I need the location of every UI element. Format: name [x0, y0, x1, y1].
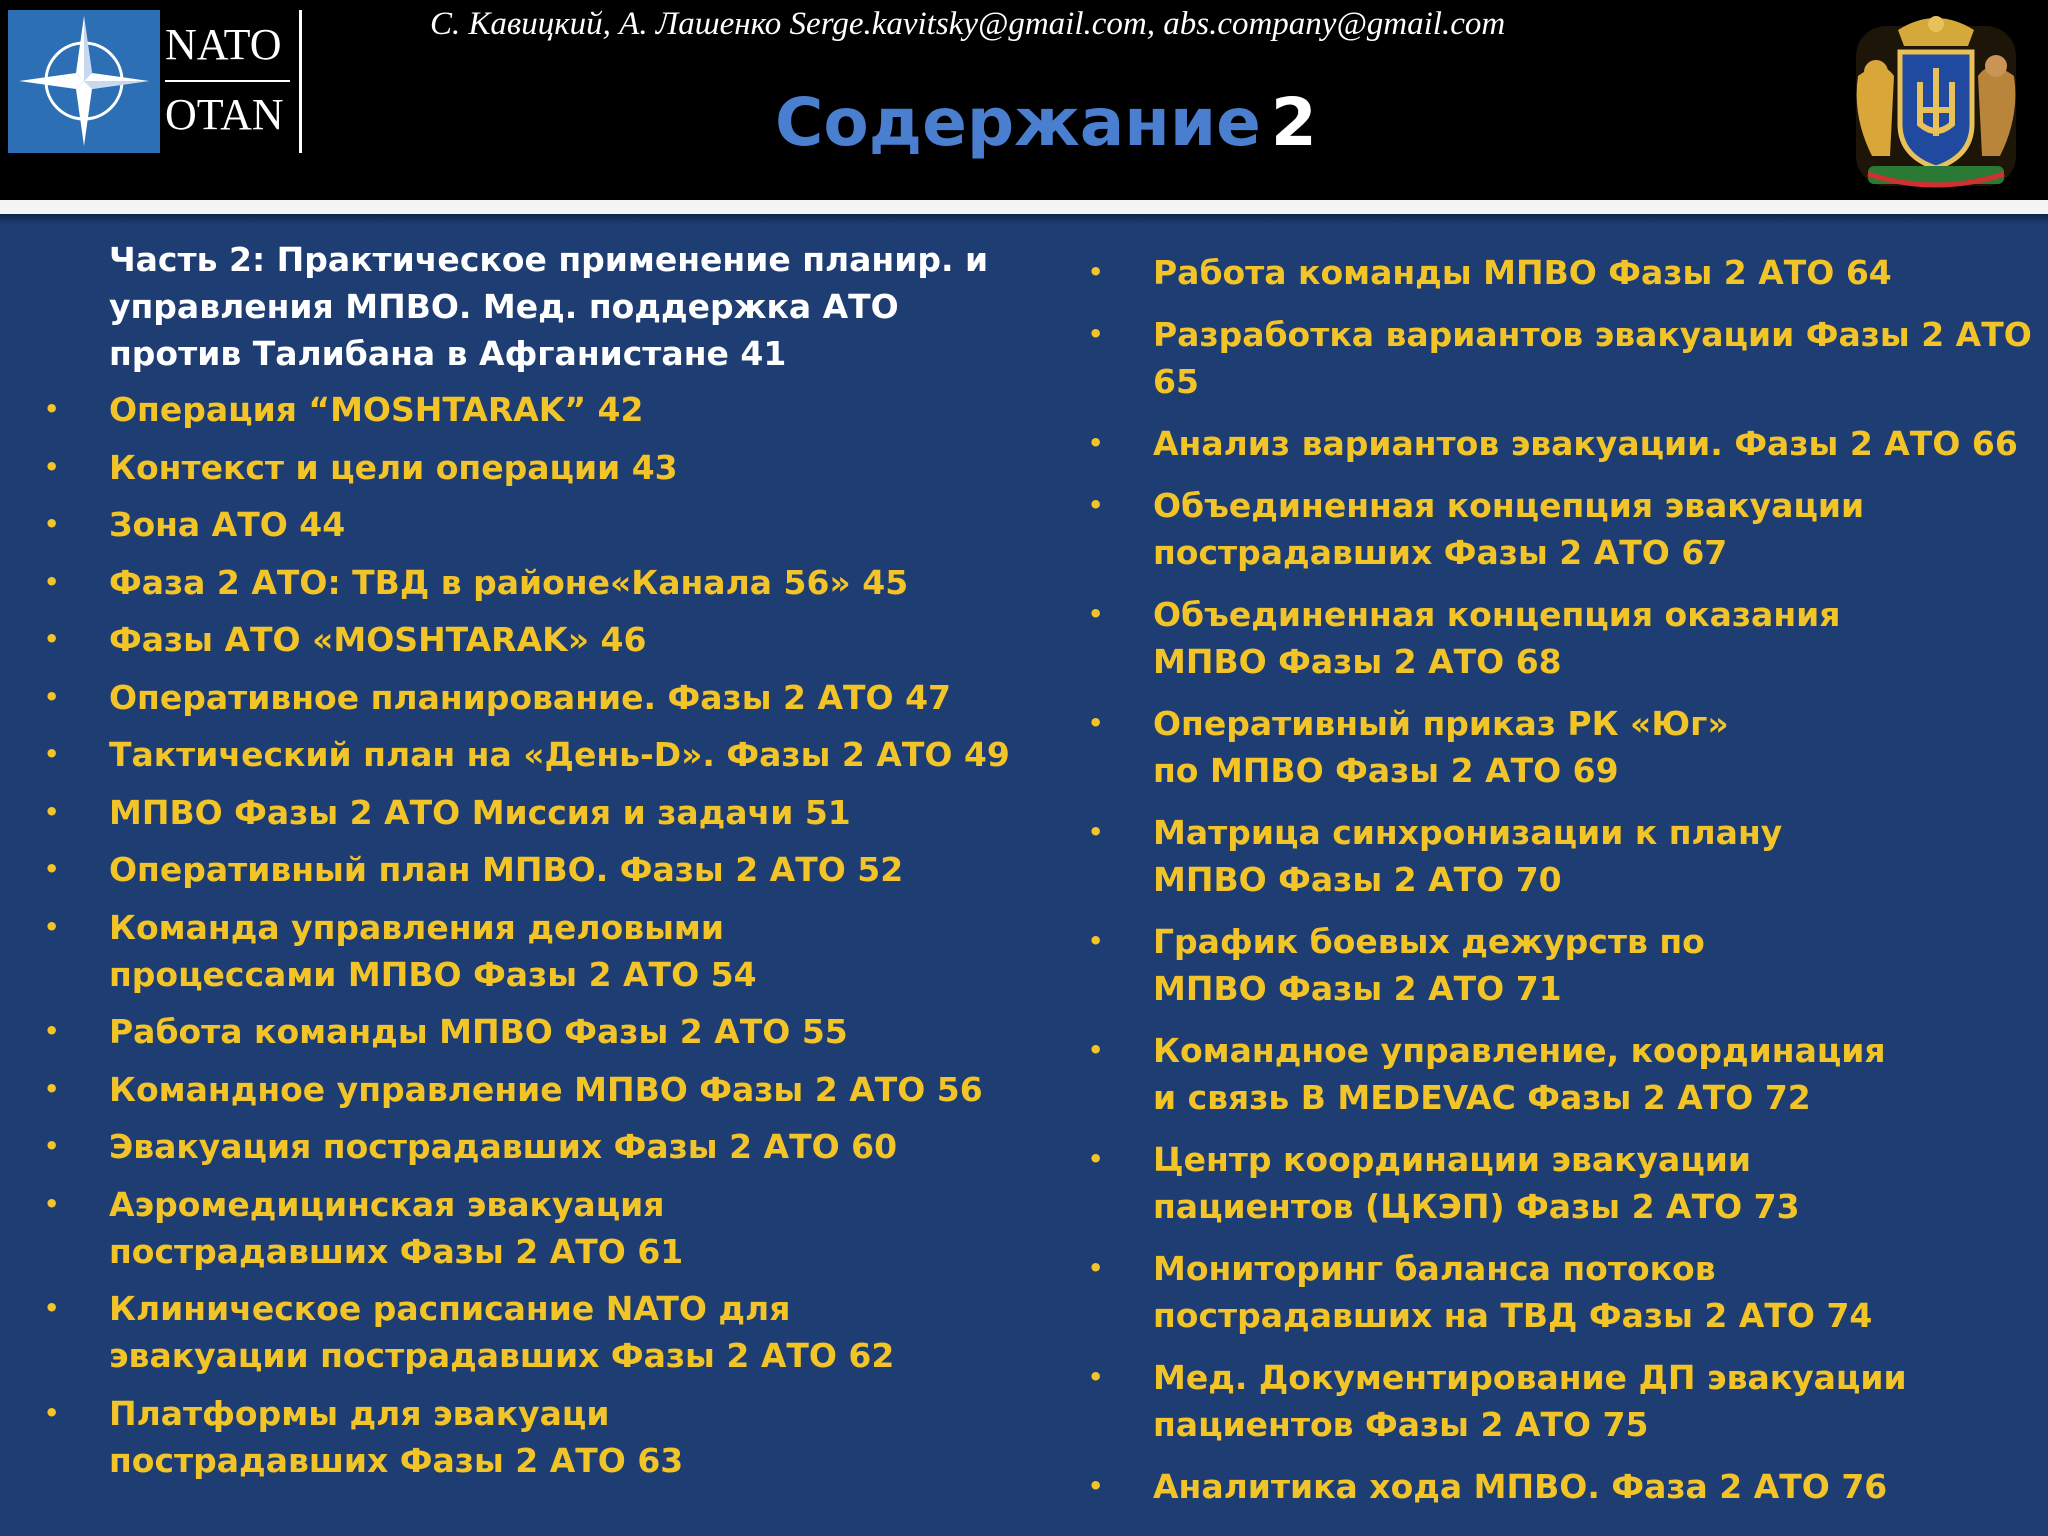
nato-logo: [8, 10, 160, 153]
list-item-label: Разработка вариантов эвакуации Фазы 2 АТО 65: [1153, 315, 2032, 401]
list-item: [44, 1181, 1034, 1275]
bullet-icon: •: [44, 625, 60, 653]
list-item-label: Аналитика хода МПВО. Фаза 2 АТО 76: [1153, 1467, 1888, 1506]
bullet-icon: •: [44, 912, 60, 941]
list-item-label: МПВО Фазы 2 АТО Миссия и задачи 51: [109, 792, 851, 832]
list-item: [44, 444, 1034, 491]
list-item-label: Зона АТО 44: [109, 505, 346, 544]
bullet-icon: •: [1088, 927, 1104, 955]
list-item: [1088, 482, 2038, 576]
bullet-icon: •: [1088, 818, 1104, 846]
bullet-icon: •: [1088, 1145, 1104, 1173]
list-item-label: Объединенная концепция эвакуации пострадавших Фазы 2 АТО 67: [1153, 486, 1865, 572]
bullet-icon: •: [44, 682, 60, 711]
list-item: [1088, 1463, 2038, 1510]
list-item: [44, 1390, 1034, 1484]
list-item-label: Контекст и цели операции 43: [109, 447, 678, 487]
list-item: [44, 1285, 1034, 1379]
list-item: [44, 731, 1034, 778]
bullet-icon: •: [44, 1189, 60, 1218]
list-item-label: Фаза 2 АТО: ТВД в районе«Канала 56» 45: [109, 562, 909, 602]
list-item-label: Анализ вариантов эвакуации. Фазы 2 АТО 66: [1153, 424, 2018, 463]
list-item: [1088, 1245, 2038, 1339]
list-item: [44, 501, 1034, 548]
list-item: [1088, 809, 2038, 903]
otan-label: OTAN: [165, 90, 284, 139]
title-number: 2: [1270, 84, 1317, 161]
list-item-label: Мед. Документирование ДП эвакуации пациентов Фазы 2 АТО 75: [1153, 1358, 1907, 1444]
list-item: [44, 1066, 1034, 1113]
bullet-icon: •: [1088, 1254, 1104, 1282]
list-item-label: График боевых дежурств по МПВО Фазы 2 АТО 71: [1153, 922, 1705, 1008]
bullet-icon: •: [1088, 1472, 1104, 1500]
list-item: [44, 1123, 1034, 1170]
right-item-list: [1088, 249, 2038, 1510]
list-item: [44, 559, 1034, 606]
bullet-icon: •: [1088, 600, 1104, 628]
list-item: [1088, 249, 2038, 296]
list-item-label: Платформы для эвакуаци пострадавших Фазы 2 АТО 63: [109, 1393, 684, 1480]
contents-right-column: [1088, 236, 2038, 1525]
list-item-label: Мониторинг баланса потоков пострадавших на ТВД Фазы 2 АТО 74: [1153, 1249, 1873, 1335]
list-item-label: Центр координации эвакуации пациентов (ЦКЭП) Фазы 2 АТО 73: [1153, 1140, 1800, 1226]
list-item: [1088, 1027, 2038, 1121]
list-item: [1088, 311, 2038, 405]
bullet-icon: •: [44, 452, 60, 481]
list-item-label: Оперативный план МПВО. Фазы 2 АТО 52: [109, 850, 904, 889]
bullet-icon: •: [44, 395, 60, 423]
authors-line: С. Кавицкий, А. Лашенко Serge.kavitsky@gmail.com, abs.company@gmail.com: [430, 6, 1506, 42]
bullet-icon: •: [44, 567, 60, 596]
header-shadow: [0, 214, 2048, 224]
nato-wordmark: [165, 10, 305, 153]
list-item-label: Командное управление, координация и связь В MEDEVAC Фазы 2 АТО 72: [1153, 1031, 1886, 1117]
list-item-label: Командное управление МПВО Фазы 2 АТО 56: [109, 1069, 983, 1109]
list-item-label: Оперативный приказ РК «Юг» по МПВО Фазы 2 АТО 69: [1153, 704, 1729, 790]
list-item: [44, 789, 1034, 836]
bullet-icon: •: [44, 1398, 60, 1427]
list-item: [44, 904, 1034, 998]
header-divider: [0, 200, 2048, 214]
left-item-list: [44, 386, 1034, 1484]
list-item-label: Объединенная концепция оказания МПВО Фазы 2 АТО 68: [1153, 595, 1841, 681]
bullet-icon: •: [1088, 258, 1104, 286]
bullet-icon: •: [44, 855, 60, 883]
list-item-label: Работа команды МПВО Фазы 2 АТО 64: [1153, 253, 1892, 292]
title-word: Содержание: [775, 84, 1261, 161]
bullet-icon: •: [44, 510, 60, 538]
bullet-icon: •: [1088, 491, 1104, 519]
list-item: [44, 386, 1034, 433]
list-item-label: Клиническое расписание NATO для эвакуации пострадавших Фазы 2 АТО 62: [109, 1289, 895, 1375]
list-item: [1088, 1354, 2038, 1448]
list-item-label: Работа команды МПВО Фазы 2 АТО 55: [109, 1012, 848, 1051]
bullet-icon: •: [44, 1017, 60, 1045]
list-item: [44, 1008, 1034, 1055]
bullet-icon: •: [1088, 709, 1104, 737]
contents-left-column: [44, 236, 1034, 1494]
ukraine-coat-of-arms-icon: [1838, 6, 2034, 198]
list-item-label: Эвакуация пострадавших Фазы 2 АТО 60: [109, 1127, 898, 1166]
wordmark-bar: [299, 10, 302, 153]
list-item: [1088, 700, 2038, 794]
bullet-icon: •: [1088, 320, 1104, 348]
bullet-icon: •: [1088, 1036, 1104, 1064]
list-item-label: Матрица синхронизации к плану МПВО Фазы 2 АТО 70: [1153, 813, 1783, 899]
list-item-label: Тактический план на «День-D». Фазы 2 АТО 49: [109, 735, 1010, 774]
header-bar: [0, 0, 2048, 200]
list-item: [44, 846, 1034, 893]
bullet-icon: •: [44, 1074, 60, 1103]
bullet-icon: •: [1088, 429, 1104, 457]
list-item-label: Операция “MOSHTARAK” 42: [109, 390, 644, 429]
list-item-label: Аэромедицинская эвакуация пострадавших Фазы 2 АТО 61: [109, 1184, 684, 1271]
bullet-icon: •: [44, 1132, 60, 1160]
bullet-icon: •: [44, 797, 60, 826]
list-item: [44, 616, 1034, 663]
part-heading: Часть 2: Практическое применение планир. и управления МПВО. Мед. поддержка АТО против Талибана в Афганистане 41: [109, 240, 989, 373]
list-item: [1088, 420, 2038, 467]
list-item: [1088, 1136, 2038, 1230]
bullet-icon: •: [44, 740, 60, 768]
nato-label: NATO: [165, 20, 282, 69]
list-item-label: Команда управления деловыми процессами МПВО Фазы 2 АТО 54: [109, 907, 757, 994]
wordmark-divider: [165, 80, 290, 82]
list-item: [1088, 591, 2038, 685]
list-item-label: Фазы АТО «MOSHTARAK» 46: [109, 620, 647, 659]
bullet-icon: •: [44, 1294, 60, 1322]
page-title: [775, 78, 1317, 168]
list-item: [1088, 918, 2038, 1012]
list-item-label: Оперативное планирование. Фазы 2 АТО 47: [109, 677, 951, 717]
list-item: [44, 674, 1034, 721]
bullet-icon: •: [1088, 1363, 1104, 1391]
